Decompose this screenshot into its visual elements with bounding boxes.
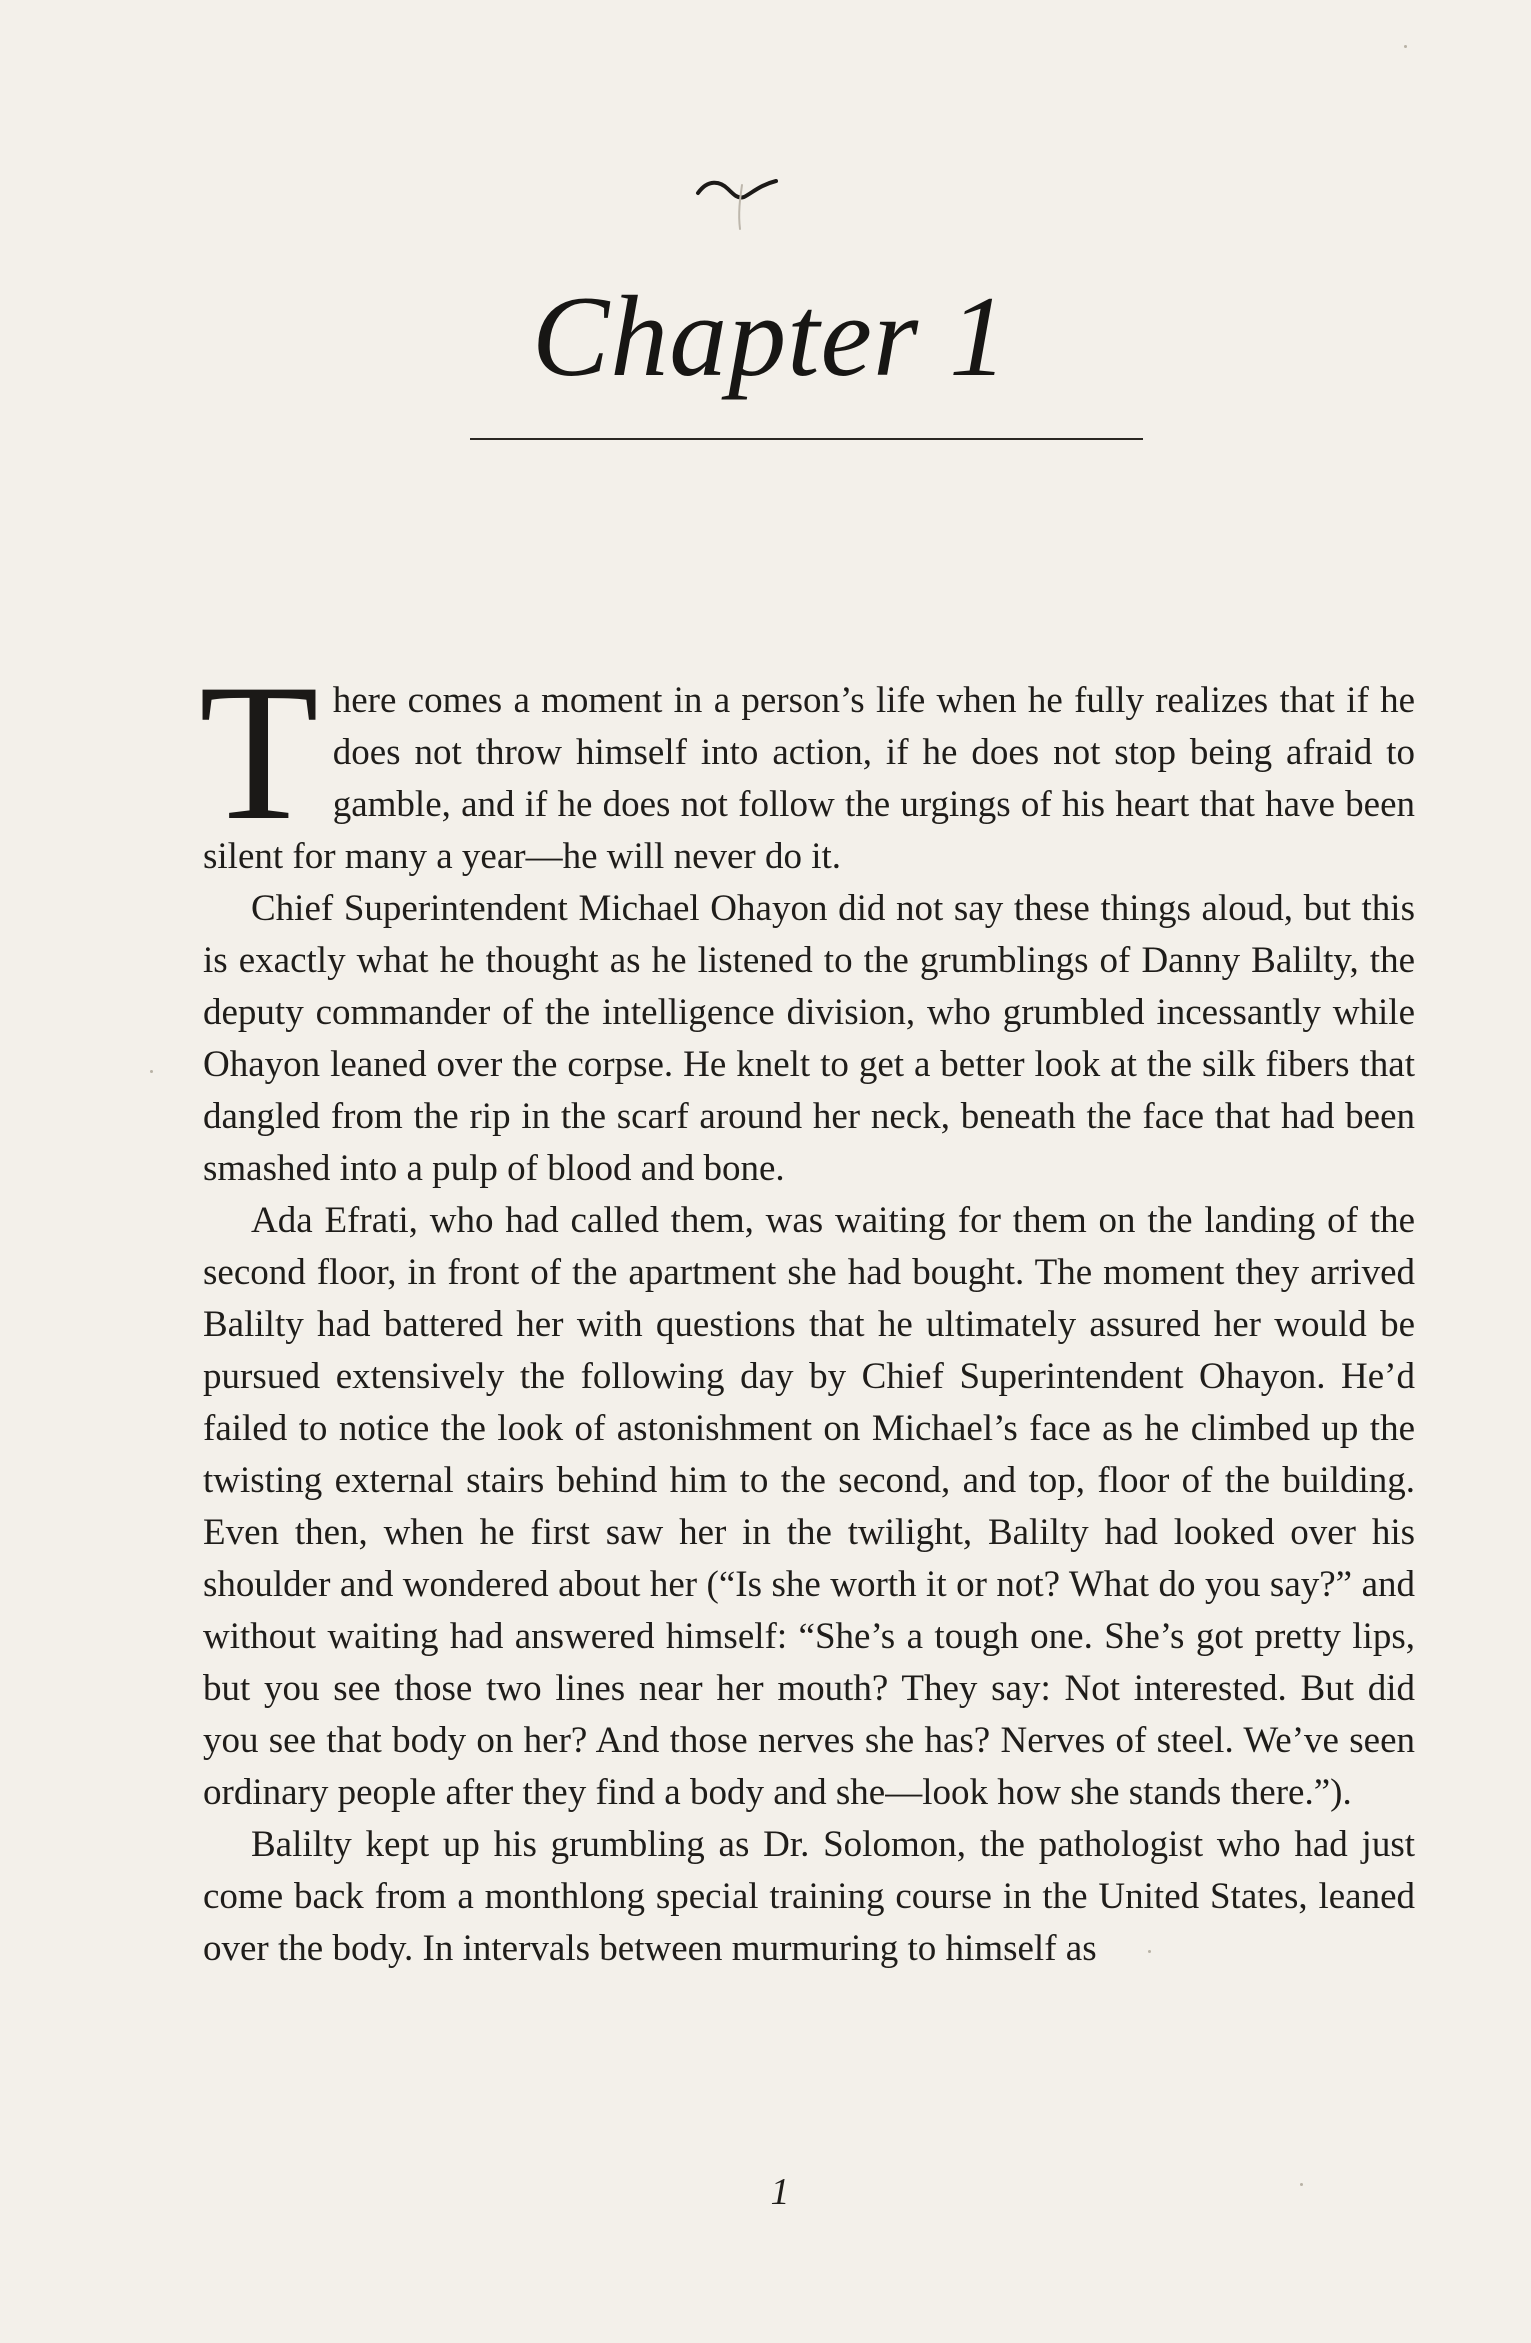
paragraph-1 — [199, 644, 1415, 883]
chapter-divider — [470, 438, 1143, 440]
paragraph-3: Ada Efrati, who had called them, was waiting for them on the landing of the second floor, in front of the apartment she had bought. The moment they arrived Balilty had battered her with questions that he ultimately assured her would be pursued extensively the following day by Chief Superintendent Ohayon. He’d failed to notice the look of astonishment on Michael’s face as he climbed up the twisting external stairs behind him to the second, and top, floor of the building. Even then, when he first saw her in the twilight, Balilty had looked over his shoulder and wondered about her (“Is she worth it or not? What do you say?” and without waiting had answered himself: “She’s a tough one. She’s got pretty lips, but you see those two lines near her mouth? They say: Not interested. But did you see that body on her? And those nerves she has? Nerves of steel. We’ve seen ordinary people after they find a body and she—look how she stands there.”). — [203, 1200, 1415, 1813]
paper-speck — [150, 1070, 153, 1073]
paragraph-2: Chief Superintendent Michael Ohayon did not say these things aloud, but this is exactly what he thought as he listened to the grumblings of Danny Balilty, the deputy commander of the intelligence division, who grumbled incessantly while Ohayon leaned over the corpse. He knelt to get a better look at the silk fibers that dangled from the rip in the scarf around her neck, beneath the face that had been smashed into a pulp of blood and bone. — [203, 888, 1415, 1189]
paper-speck — [1300, 2183, 1303, 2186]
tilde-ornament-icon — [680, 155, 800, 235]
paragraph-1-text: here comes a moment in a person’s life when he fully realizes that if he does not throw himself into action, if he does not stop being afraid to gamble, and if he does not follow the urgings of his heart that have been silent for many a year—he will never do it. — [203, 680, 1415, 877]
chapter-heading: Chapter 1 — [531, 273, 1009, 401]
paragraph-4: Balilty kept up his grumbling as Dr. Solomon, the pathologist who had just come back from a monthlong special training course in the United States, leaned over the body. In intervals between murmuring to himself as — [203, 1824, 1415, 1969]
paper-speck — [1148, 1950, 1151, 1953]
paper-speck — [1404, 45, 1407, 48]
drop-cap: T — [199, 644, 319, 861]
body-text — [199, 644, 1415, 1975]
page-number: 1 — [770, 2171, 790, 2213]
